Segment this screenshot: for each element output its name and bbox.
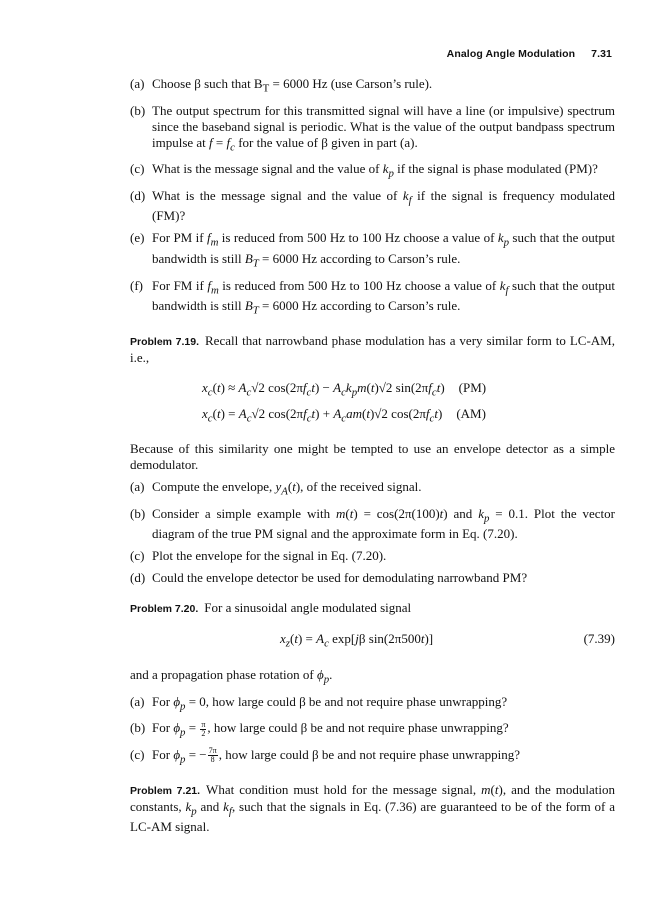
page-number: 7.31	[591, 48, 612, 60]
equation-am: $x_c(t) = A_c√2$ $\cos(2\pi f_ct) + A_cam(t)√2$ $\cos(2\pi f_ct)$ (AM)	[202, 406, 486, 425]
part-item: (d) What is the message signal and the value of $k_f$ if the signal is frequency modulated (FM)?	[130, 187, 615, 224]
problem-7-21: Problem 7.21. What condition must hold for the message signal, m(t), and the modulation constants, $k_p$ and $k_f$, such that the signals in Eq. (7.36) are guaranteed to be of the form of a LC-AM signal.	[130, 781, 615, 835]
part-item: (e) For PM if $f_m$ is reduced from 500 Hz to 100 Hz choose a value of $k_p$ such that the output bandwidth is still $B_T = 6000$ Hz according to Carson’s rule.	[130, 230, 615, 270]
page-content	[130, 76, 615, 841]
problem-title: Problem 7.20.	[130, 603, 199, 616]
equation-pm: $x_c(t) \approx A_c√2$ $\cos(2\pi f_ct) - A_ck_pm(t)√2$ $\sin(2\pi f_ct)$ (PM)	[202, 379, 487, 399]
equation-block	[130, 380, 615, 427]
problem-7-20-intro: Problem 7.20. For a sinusoidal angle modulated signal	[130, 600, 412, 616]
previous-problem-parts	[130, 76, 615, 319]
part-item: (f) For FM if $f_m$ is reduced from 500 Hz to 100 Hz choose a value of $k_f$ such that the output bandwidth is still $B_T = 6000$ Hz according to Carson’s rule.	[130, 277, 615, 317]
equation-7-39: $x_z(t) = A_c$ exp[jβ sin(2π500t)] (7.39)	[280, 631, 615, 650]
equation-number: (7.39)	[583, 631, 615, 647]
problem-7-19-body: Because of this similarity one might be tempted to use an envelope detector as a simple demodulator.	[130, 440, 615, 472]
problem-7-19-intro: Problem 7.19. Recall that narrowband phase modulation has a very similar form to LC-AM, i.e.,	[130, 332, 615, 365]
problem-7-20-parts	[130, 694, 615, 768]
part-item: (b) Consider a simple example with m(t) = cos(2π(100)t) and $k_p = 0.1$. Plot the vector diagram of the true PM signal and the approximate form in Eq. (7.20).	[130, 505, 615, 542]
problem-title: Problem 7.21.	[130, 784, 201, 797]
part-item: (c) Plot the envelope for the signal in Eq. (7.20).	[130, 548, 387, 564]
part-item: (a) Choose β such that $B_T = 6000$ Hz (use Carson’s rule).	[130, 76, 433, 95]
problem-title: Problem 7.19.	[130, 335, 199, 348]
problem-7-19-parts	[130, 479, 615, 586]
running-header	[447, 48, 612, 60]
header-title: Analog Angle Modulation	[446, 48, 576, 60]
part-item: (a) For $\phi_p = 0$, how large could β be and not require phase unwrapping?	[130, 693, 508, 713]
part-item: (b) The output spectrum for this transmitted signal will have a line (or impulsive) spectrum since the baseband signal is periodic. What is the value of the output bandpass spectrum impulse at $f = f_c$ for the value of β given in part (a).	[130, 102, 615, 154]
part-item: (c) What is the message signal and the value of $k_p$ if the signal is phase modulated (PM)?	[130, 161, 598, 180]
part-item: (d) Could the envelope detector be used for demodulating narrowband PM?	[130, 570, 528, 586]
part-item: (c) For $\phi_p$ = − $\frac{7\pi}{8}$ , how large could β be and not require phase unwrapping?	[130, 746, 520, 766]
part-item: (b) For $\phi_p$ = $\frac{\pi}{2}$ , how large could β be and not require phase unwrapping?	[130, 719, 509, 739]
problem-7-20-after: and a propagation phase rotation of $\phi_p$.	[130, 667, 333, 686]
part-item: (a) Compute the envelope, $y_A(t)$, of the received signal.	[130, 478, 422, 498]
